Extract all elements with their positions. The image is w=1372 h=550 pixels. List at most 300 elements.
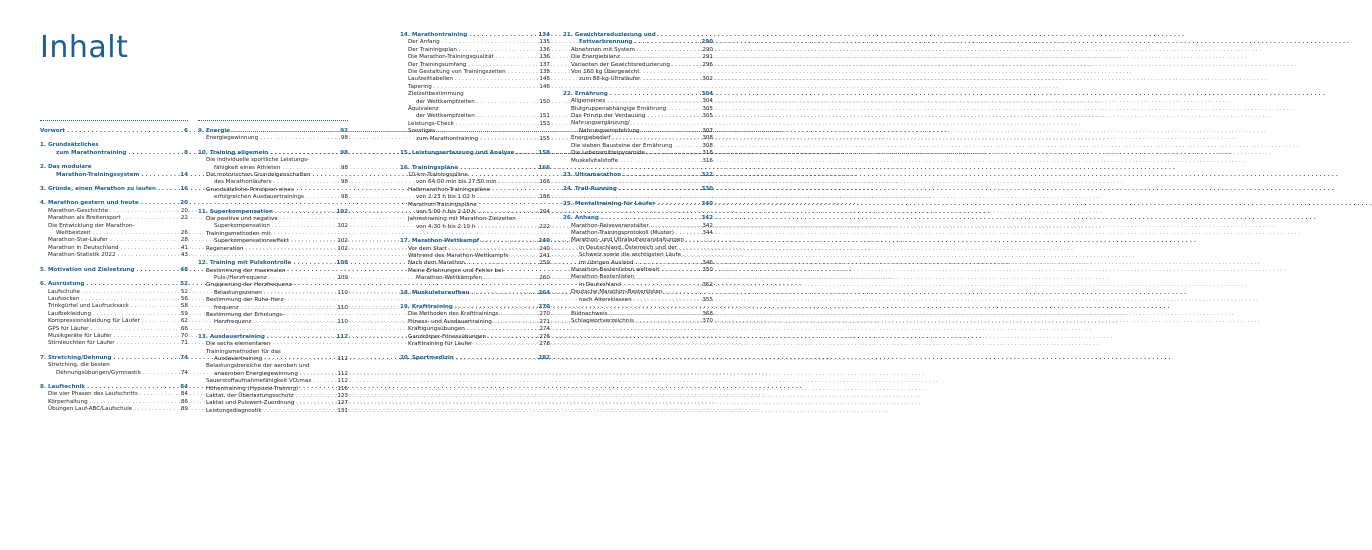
page-number: 135 (539, 39, 550, 46)
toc-section (198, 334, 348, 415)
leader-dots (481, 238, 536, 245)
toc-subentry[interactable] (198, 290, 348, 297)
toc-subentry[interactable] (198, 400, 348, 407)
leader-dots (293, 260, 334, 267)
toc-chapter-entry[interactable] (40, 164, 188, 171)
leader-dots (134, 406, 176, 413)
toc-chapter-entry[interactable] (40, 186, 188, 193)
toc-section (40, 384, 188, 414)
toc-subentry[interactable] (400, 62, 550, 69)
toc-subentry[interactable] (563, 158, 713, 165)
toc-chapter-entry[interactable] (198, 260, 348, 267)
toc-subentry[interactable] (198, 238, 348, 245)
toc-section (563, 186, 713, 193)
toc-entry-title: Regeneration (206, 245, 244, 252)
toc-subentry[interactable] (563, 62, 713, 69)
leader-dots (120, 245, 176, 252)
toc-subentry[interactable] (400, 311, 550, 318)
toc-chapter-entry[interactable] (40, 128, 188, 135)
toc-entry-title: Belastungszonen (214, 289, 262, 296)
toc-subentry[interactable] (40, 230, 188, 237)
leader-dots (455, 304, 536, 311)
page-number: 89 (180, 406, 188, 413)
page-number: 150 (539, 98, 550, 105)
leader-dots (82, 296, 177, 303)
toc-entry-title: Übungen Lauf-ABC/Laufschule (48, 406, 133, 413)
leader-dots (300, 386, 335, 393)
leader-dots (622, 54, 700, 61)
leader-dots (501, 311, 538, 318)
leader-dots (455, 76, 537, 83)
page-number: 70 (180, 332, 188, 339)
page-number: 136 (539, 46, 550, 53)
page-number: 136 (539, 54, 550, 61)
page-number: 20 (180, 207, 188, 214)
toc-subentry[interactable] (40, 326, 188, 333)
toc-subentry[interactable] (198, 172, 348, 179)
leader-dots (118, 252, 176, 259)
leader-dots (274, 179, 336, 186)
page-number: 146 (539, 76, 550, 83)
toc-subentry[interactable] (563, 260, 713, 267)
page-number: 204 (539, 208, 550, 215)
toc-subentry[interactable] (400, 275, 550, 282)
page-number: 52 (180, 288, 188, 295)
leader-dots (623, 172, 699, 179)
toc-subentry[interactable] (198, 268, 348, 275)
toc-subentry[interactable] (198, 194, 348, 201)
toc-chapter-entry[interactable] (40, 281, 188, 288)
toc-subentry[interactable] (198, 408, 348, 415)
leader-dots (131, 303, 176, 310)
leader-dots (642, 76, 700, 83)
toc-entry-title: Der Trainingsplan (408, 46, 457, 53)
page-number: 290 (702, 46, 713, 53)
leader-dots (295, 393, 335, 400)
toc-chapter-entry[interactable] (40, 172, 188, 179)
toc-subentry[interactable] (198, 297, 348, 304)
toc-subentry[interactable] (400, 172, 550, 179)
toc-subentry[interactable] (400, 47, 550, 54)
page-number: 58 (180, 303, 188, 310)
toc-subentry[interactable] (198, 349, 348, 356)
toc-subentry[interactable] (563, 282, 713, 289)
toc-entry-title: Fitness- und Ausdauertraining (408, 318, 492, 325)
toc-entry-title: Superkompensation (214, 223, 270, 230)
toc-subentry[interactable] (198, 341, 348, 348)
toc-subentry[interactable] (400, 54, 550, 61)
toc-subentry[interactable] (400, 209, 550, 216)
toc-subentry[interactable] (563, 54, 713, 61)
toc-subentry[interactable] (400, 84, 550, 91)
toc-subentry[interactable] (198, 371, 348, 378)
leader-dots (264, 356, 335, 363)
page-number: 342 (701, 215, 713, 222)
toc-subentry[interactable] (400, 179, 550, 186)
toc-entry-title: Superkompensationseffekt (214, 238, 289, 245)
toc-section (400, 355, 550, 362)
page-number: 304 (701, 90, 713, 97)
toc-subentry[interactable] (40, 333, 188, 340)
toc-subentry[interactable] (400, 326, 550, 333)
page-number: 84 (180, 383, 188, 390)
toc-subentry[interactable] (198, 282, 348, 289)
toc-entry-title: Schlagwortverzeichnis (571, 318, 634, 325)
page-number: 110 (337, 304, 348, 311)
toc-subentry[interactable] (563, 47, 713, 54)
toc-subentry[interactable] (400, 106, 550, 113)
toc-entry-title: der Wettkampfzeiten (416, 113, 475, 120)
toc-entry-title: Krafttraining für Läufer (408, 341, 473, 348)
toc-subentry[interactable] (40, 289, 188, 296)
toc-subentry[interactable] (198, 157, 348, 164)
toc-chapter-entry[interactable] (400, 304, 550, 311)
toc-entry-title: Vor dem Start (408, 245, 447, 252)
page-number: 102 (337, 223, 348, 230)
toc-subentry[interactable] (198, 179, 348, 186)
toc-chapter-entry[interactable] (400, 238, 550, 245)
toc-chapter-entry[interactable] (563, 201, 713, 208)
toc-entry-title: Sauerstoffaufnahmefähigkeit VO₂max (206, 378, 312, 385)
toc-chapter-entry[interactable] (400, 150, 550, 157)
toc-entry-title: Nahrungsergänzung/ (571, 120, 630, 127)
toc-subentry[interactable] (400, 341, 550, 348)
leader-dots (647, 113, 700, 120)
toc-subentry[interactable] (400, 76, 550, 83)
toc-entry-title: 3. Gründe, einen Marathon zu laufen (40, 186, 156, 193)
page-number: 368 (702, 311, 713, 317)
leader-dots (291, 238, 335, 245)
toc-subentry[interactable] (563, 223, 713, 230)
toc-subentry[interactable] (400, 113, 550, 120)
toc-subentry[interactable] (563, 289, 713, 296)
toc-subentry[interactable] (400, 268, 550, 275)
leader-dots (264, 290, 335, 297)
page-number: 290 (701, 39, 713, 46)
leader-dots (474, 341, 537, 348)
toc-entry-title: 15. Leistungserfassung und Analyse (400, 150, 515, 157)
leader-dots (494, 319, 538, 326)
toc-subentry[interactable] (198, 386, 348, 393)
toc-chapter-entry[interactable] (40, 200, 188, 207)
page-number: 296 (702, 61, 713, 68)
toc-entry-title: Jahrestraining mit Marathon-Zielzeiten (408, 216, 516, 223)
toc-subentry[interactable] (563, 143, 713, 150)
toc-chapter-entry[interactable] (400, 355, 550, 362)
toc-subentry[interactable] (198, 319, 348, 326)
toc-section (400, 290, 550, 297)
toc-subentry[interactable] (40, 208, 188, 215)
page-number: 48 (180, 266, 188, 273)
page-number: 370 (702, 318, 713, 325)
page-number: 108 (336, 260, 348, 267)
toc-subentry[interactable] (400, 216, 550, 223)
toc-subentry[interactable] (198, 216, 348, 223)
toc-chapter-entry[interactable] (563, 215, 713, 222)
toc-chapter-entry[interactable] (198, 334, 348, 341)
toc-subentry[interactable] (40, 252, 188, 259)
toc-subentry[interactable] (400, 39, 550, 46)
page-number: 264 (538, 289, 550, 296)
toc-subentry[interactable] (198, 363, 348, 370)
toc-entry-title: Dehnungsübungen/Gymnastik (56, 369, 141, 376)
toc-subentry[interactable] (400, 69, 550, 76)
toc-subentry[interactable] (400, 246, 550, 253)
leader-dots (672, 62, 700, 69)
page-number: 355 (702, 296, 713, 303)
leader-dots (499, 179, 538, 186)
leader-dots (496, 54, 538, 61)
toc-subentry[interactable] (400, 91, 550, 98)
toc-entry-title: Marathon als Breitensport (48, 215, 121, 222)
leader-dots (634, 297, 701, 304)
toc-entry-title: 10. Training allgemein (198, 149, 269, 156)
toc-subentry[interactable] (563, 106, 713, 113)
toc-subentry[interactable] (563, 252, 713, 259)
leader-dots (123, 215, 176, 222)
toc-subentry[interactable] (400, 224, 550, 231)
toc-entry-title: Kompressionskleidung für Läufer (48, 318, 140, 325)
toc-section (563, 32, 713, 84)
toc-chapter-entry[interactable] (563, 32, 713, 39)
toc-subentry[interactable] (40, 362, 188, 369)
leader-dots (480, 136, 537, 143)
leader-dots (90, 326, 176, 333)
page-number: 166 (538, 164, 550, 171)
toc-entry-title: Marathon-Reiseveranstalter (571, 222, 649, 229)
toc-subentry[interactable] (40, 311, 188, 318)
toc-subentry[interactable] (198, 165, 348, 172)
page-number: 282 (538, 355, 550, 362)
toc-entry-title: Muskelvitalstoffe (571, 157, 619, 164)
toc-subentry[interactable] (563, 128, 713, 135)
toc-chapter-entry[interactable] (198, 150, 348, 157)
toc-chapter-entry[interactable] (400, 32, 550, 39)
toc-entry-title: des Marathonläufers (214, 179, 272, 186)
toc-section (40, 128, 188, 135)
toc-subentry[interactable] (40, 340, 188, 347)
toc-entry-title: Marathon-Trainingsprotokoll (Muster) (571, 229, 674, 236)
leader-dots (477, 209, 537, 216)
toc-subentry[interactable] (40, 318, 188, 325)
toc-chapter-entry[interactable] (40, 384, 188, 391)
toc-chapter-entry[interactable] (563, 91, 713, 98)
toc-subentry[interactable] (563, 135, 713, 142)
toc-entry-title: Blutgruppenabhängige Ernährung (571, 105, 667, 112)
toc-chapter-entry[interactable] (400, 290, 550, 297)
toc-subentry[interactable] (400, 136, 550, 143)
toc-entry-title: Nach dem Marathon (408, 260, 465, 267)
toc-chapter-entry[interactable] (563, 186, 713, 193)
leader-dots (128, 150, 176, 157)
toc-entry-title: in Deutschland, Österreich und der (579, 244, 677, 251)
leader-dots (642, 128, 701, 135)
toc-chapter-entry[interactable] (40, 267, 188, 274)
toc-entry-title: Belastungsbereiche der aeroben und (206, 363, 310, 370)
toc-subentry[interactable] (400, 194, 550, 201)
toc-subentry[interactable] (563, 76, 713, 83)
toc-subentry[interactable] (198, 246, 348, 253)
leader-dots (260, 135, 336, 142)
toc-subentry[interactable] (40, 245, 188, 252)
toc-subentry[interactable] (400, 334, 550, 341)
toc-entry-title: Die positive und negative (206, 216, 278, 223)
toc-subentry[interactable] (400, 202, 550, 209)
page-number: 16 (180, 186, 188, 193)
toc-chapter-entry[interactable] (563, 172, 713, 179)
toc-subentry[interactable] (198, 356, 348, 363)
leader-dots (637, 47, 700, 54)
toc-subentry[interactable] (198, 305, 348, 312)
toc-subentry[interactable] (563, 69, 713, 76)
toc-entry-title: Die sieben Bausteine der Ernährung (571, 142, 673, 149)
toc-subentry[interactable] (400, 260, 550, 267)
leader-dots (634, 39, 699, 46)
page-number: 14 (180, 171, 188, 178)
toc-entry-title: Musikgeräte für Läufer (48, 332, 112, 339)
toc-entry-title: Marathon-Bestenlisten (571, 274, 635, 281)
toc-subentry[interactable] (198, 231, 348, 238)
page-number: 98 (340, 164, 348, 171)
page-number: 92 (340, 128, 348, 134)
toc-entry-title: fähigkeit eines Athleten (214, 164, 281, 171)
toc-subentry[interactable] (400, 128, 550, 135)
toc-subentry[interactable] (563, 245, 713, 252)
toc-subentry[interactable] (563, 318, 713, 325)
leader-dots (635, 260, 700, 267)
leader-dots (442, 39, 538, 46)
toc-entry-title: Bestimmung der maximalen (206, 267, 286, 274)
page-number: 86 (180, 398, 188, 405)
page-number: 52 (180, 281, 188, 288)
toc-subentry[interactable] (400, 121, 550, 128)
page-number: 20 (180, 200, 188, 207)
leader-dots (140, 391, 176, 398)
toc-section (198, 260, 348, 327)
toc-subentry[interactable] (40, 215, 188, 222)
toc-chapter-entry[interactable] (198, 209, 348, 216)
toc-subentry[interactable] (198, 393, 348, 400)
toc-subentry[interactable] (563, 150, 713, 157)
leader-dots (607, 98, 700, 105)
toc-subentry[interactable] (198, 135, 348, 142)
toc-section (40, 355, 188, 377)
leader-dots (620, 158, 700, 165)
toc-chapter-entry[interactable] (40, 150, 188, 157)
toc-subentry[interactable] (563, 120, 713, 127)
page-number: 134 (538, 32, 550, 38)
page-number: 116 (337, 385, 348, 392)
toc-subentry[interactable] (563, 267, 713, 274)
toc-chapter-entry[interactable] (198, 128, 348, 135)
left-divider (40, 120, 188, 121)
toc-entry-title: Fettverbrennung (579, 39, 633, 46)
toc-chapter-entry[interactable] (40, 355, 188, 362)
page-number: 155 (539, 135, 550, 142)
toc-entry-title: von 2:23 h bis 1:02 h (416, 194, 476, 201)
toc-subentry[interactable] (400, 253, 550, 260)
toc-entry-title: Sonstiges (408, 128, 436, 135)
page-number: 270 (538, 304, 550, 310)
toc-entry-title: Der Anfang (408, 39, 440, 46)
toc-subentry[interactable] (563, 297, 713, 304)
toc-subentry[interactable] (40, 391, 188, 398)
toc-entry-title: Grundsätzliche Prinzipien eines (206, 186, 294, 193)
toc-subentry[interactable] (40, 303, 188, 310)
toc-subentry[interactable] (198, 275, 348, 282)
page-number: 340 (701, 200, 713, 207)
toc-subentry[interactable] (563, 274, 713, 281)
toc-entry-title: Von 160 kg Übergewicht (571, 69, 640, 76)
toc-entry-title: Leistungs-Check (408, 120, 454, 127)
page-number: 260 (539, 275, 550, 282)
toc-chapter-entry[interactable] (400, 165, 550, 172)
page-number: 109 (337, 274, 348, 281)
toc-subentry[interactable] (40, 237, 188, 244)
toc-subentry[interactable] (40, 406, 188, 413)
page-number: 316 (702, 150, 713, 157)
toc-entry-title: Laktat und Pulswert-Zuordnung (206, 400, 295, 407)
page-number: 22 (180, 215, 188, 222)
leader-dots (300, 371, 335, 378)
toc-section (40, 267, 188, 274)
toc-section (40, 164, 188, 179)
toc-entry-title: Marathon-Geschichte (48, 207, 109, 214)
toc-subentry[interactable] (198, 223, 348, 230)
page-number: 137 (539, 61, 550, 68)
page-number: 278 (539, 341, 550, 348)
leader-dots (516, 150, 536, 157)
toc-subentry[interactable] (40, 370, 188, 377)
page-number: 6 (184, 128, 188, 134)
toc-subentry[interactable] (40, 296, 188, 303)
toc-entry-title: Bestimmung der Ruhe-Herz- (206, 297, 286, 304)
page-number: 102 (337, 238, 348, 245)
toc-subentry[interactable] (563, 237, 713, 244)
toc-subentry[interactable] (563, 311, 713, 318)
leader-dots (651, 223, 701, 230)
toc-subentry[interactable] (198, 378, 348, 385)
toc-entry-title: Körperhaltung (48, 398, 88, 405)
toc-entry-title: Marathon in Deutschland (48, 244, 119, 251)
page-number: 98 (340, 135, 348, 142)
toc-entry-title: zum Marathontraining (416, 135, 479, 142)
leader-dots (469, 32, 536, 39)
toc-subentry[interactable] (400, 187, 550, 194)
toc-column-1 (40, 128, 188, 421)
toc-subentry[interactable] (198, 312, 348, 319)
toc-entry-title: 2. Das modulare (40, 164, 92, 171)
toc-subentry[interactable] (198, 187, 348, 194)
toc-chapter-entry[interactable] (40, 142, 188, 149)
toc-entry-title: Marathon-Trainingssystem (56, 171, 140, 178)
toc-subentry[interactable] (40, 223, 188, 230)
toc-subentry[interactable] (563, 98, 713, 105)
leader-dots (472, 290, 537, 297)
toc-entry-title: Bestimmung der Erholungs- (206, 311, 285, 318)
leader-dots (114, 333, 176, 340)
toc-entry-title: 17. Marathon-Wettkampf (400, 238, 480, 245)
leader-dots (272, 223, 335, 230)
leader-dots (488, 334, 537, 341)
toc-subentry[interactable] (400, 99, 550, 106)
toc-subentry[interactable] (563, 113, 713, 120)
toc-chapter-entry[interactable] (563, 39, 713, 46)
leader-dots (141, 200, 176, 207)
toc-subentry[interactable] (563, 230, 713, 237)
toc-subentry[interactable] (400, 319, 550, 326)
page-number: 138 (539, 69, 550, 76)
